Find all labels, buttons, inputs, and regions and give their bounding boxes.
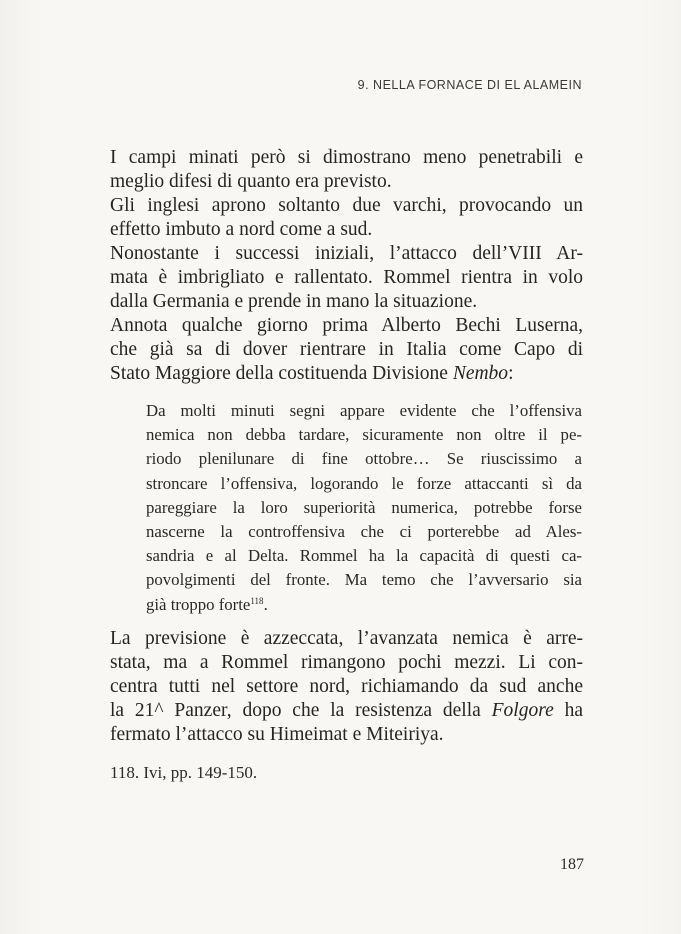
quote-line: stroncare l’offensiva, logorando le forze attaccanti sì da — [146, 473, 582, 493]
text-fragment: ha — [553, 700, 583, 721]
quote-line: Da molti minuti segni appare evidente che l’offensiva — [146, 401, 582, 420]
text-line: stata, ma a Rommel rimangono pochi mezzi. Li con- — [110, 652, 583, 673]
text-line — [110, 699, 583, 723]
body-paragraph-1 — [110, 146, 583, 386]
running-header: 9. NELLA FORNACE DI EL ALAMEIN — [357, 78, 582, 92]
quote-line: nemica non debba tardare, sicuramente non oltre il pe- — [146, 425, 582, 445]
quote-line: povolgimenti del fronte. Ma temo che l’avversario sia — [146, 570, 582, 590]
body-paragraph-2 — [110, 627, 583, 747]
quote-line: riodo plenilunare di fine ottobre… Se riuscissimo a — [146, 449, 582, 469]
text-line: dalla Germania e prende in mano la situazione. — [110, 291, 478, 312]
text-line: centra tutti nel settore nord, richiamando da sud anche — [110, 676, 583, 697]
italic-title: Nembo — [452, 363, 509, 384]
italic-name: Folgore — [491, 700, 554, 721]
page-number: 187 — [560, 856, 584, 873]
footnote: 118. Ivi, pp. 149-150. — [110, 763, 258, 782]
text-line: che già sa di dover rientrare in Italia come Capo di — [110, 339, 583, 360]
quote-line — [146, 593, 582, 617]
text-line: meglio difesi di quanto era previsto. — [110, 171, 392, 192]
text-line — [110, 362, 583, 386]
block-quote — [146, 399, 582, 617]
text-fragment: . — [263, 594, 268, 614]
quote-line: pareggiare la loro superiorità numerica, potrebbe forse — [146, 497, 582, 517]
text-line: Annota qualche giorno prima Alberto Bechi Luserna, — [110, 315, 583, 336]
text-line: La previsione è azzeccata, l’avanzata nemica è arre- — [110, 628, 583, 649]
text-fragment: la 21^ Panzer, dopo che la resistenza della — [110, 700, 492, 721]
text-fragment: : — [508, 363, 514, 384]
text-line: I campi minati però si dimostrano meno penetrabili e — [110, 147, 583, 168]
quote-line: nascerne la controffensiva che ci porterebbe ad Ales- — [146, 522, 582, 542]
footnote-reference: 118 — [250, 595, 264, 606]
quote-line: sandria e al Delta. Rommel ha la capacità di questi ca- — [146, 546, 582, 566]
text-line: Nonostante i successi iniziali, l’attacco dell’VIII Ar- — [110, 243, 583, 264]
text-line: mata è imbrigliato e rallentato. Rommel rientra in volo — [110, 267, 583, 288]
text-fragment: Stato Maggiore della costituenda Divisione — [110, 363, 453, 384]
text-fragment: già troppo forte — [146, 594, 251, 614]
text-line: effetto imbuto a nord come a sud. — [110, 219, 373, 240]
text-line: fermato l’attacco su Himeimat e Miteiriya. — [110, 724, 444, 745]
text-line: Gli inglesi aprono soltanto due varchi, provocando un — [110, 195, 583, 216]
